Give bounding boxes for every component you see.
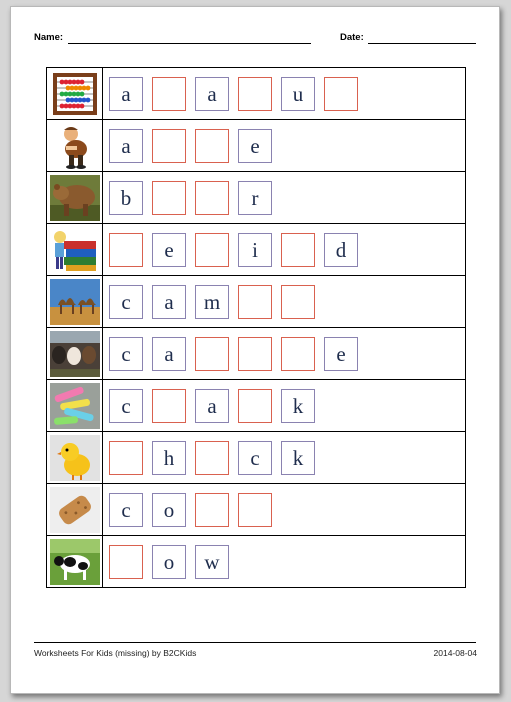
letter-box: a (195, 77, 229, 111)
chalk-picture (50, 383, 100, 429)
letters-cell (103, 120, 466, 172)
word-row (47, 536, 466, 588)
picture-cell (47, 68, 103, 120)
letter-box: d (324, 233, 358, 267)
blank-letter-box[interactable] (238, 389, 272, 423)
letter-box: w (195, 545, 229, 579)
date-label: Date: (340, 32, 364, 43)
abacus-picture (50, 71, 100, 117)
cattle-picture (50, 331, 100, 377)
word-row (47, 380, 466, 432)
blank-letter-box[interactable] (152, 389, 186, 423)
blank-letter-box[interactable] (281, 337, 315, 371)
picture-cell (47, 172, 103, 224)
letter-box: e (152, 233, 186, 267)
blank-letter-box[interactable] (281, 233, 315, 267)
acrobat-picture (50, 123, 100, 169)
word-row (47, 224, 466, 276)
books-picture (50, 227, 100, 273)
blank-letter-box[interactable] (195, 129, 229, 163)
spelling-grid (46, 67, 466, 588)
footer-rule (34, 642, 476, 643)
blank-letter-box[interactable] (152, 77, 186, 111)
letters-cell (103, 224, 466, 276)
chick-picture (50, 435, 100, 481)
word-row (47, 68, 466, 120)
letter-box: h (152, 441, 186, 475)
blank-letter-box[interactable] (195, 181, 229, 215)
blank-letter-box[interactable] (195, 441, 229, 475)
name-label: Name: (34, 32, 64, 43)
picture-cell (47, 120, 103, 172)
letter-box: m (195, 285, 229, 319)
picture-cell (47, 276, 103, 328)
letters-cell (103, 328, 466, 380)
letters-cell (103, 380, 466, 432)
letter-box: a (195, 389, 229, 423)
word-row (47, 120, 466, 172)
letter-box: c (238, 441, 272, 475)
picture-cell (47, 224, 103, 276)
letters-cell (103, 484, 466, 536)
letter-box: o (152, 545, 186, 579)
blank-letter-box[interactable] (281, 285, 315, 319)
footer-credit: Worksheets For Kids (missing) by B2CKids (34, 648, 197, 658)
worksheet-page (10, 6, 500, 694)
picture-cell (47, 536, 103, 588)
letter-box: c (109, 493, 143, 527)
letter-box: e (238, 129, 272, 163)
letter-box: u (281, 77, 315, 111)
letter-box: k (281, 389, 315, 423)
cork-picture (50, 487, 100, 533)
date-line (368, 43, 476, 44)
letter-box: o (152, 493, 186, 527)
picture-cell (47, 380, 103, 432)
blank-letter-box[interactable] (109, 233, 143, 267)
blank-letter-box[interactable] (195, 233, 229, 267)
footer-date: 2014-08-04 (433, 648, 477, 658)
picture-cell (47, 328, 103, 380)
blank-letter-box[interactable] (324, 77, 358, 111)
blank-letter-box[interactable] (152, 129, 186, 163)
letters-cell (103, 276, 466, 328)
blank-letter-box[interactable] (109, 441, 143, 475)
letter-box: i (238, 233, 272, 267)
camels-picture (50, 279, 100, 325)
blank-letter-box[interactable] (152, 181, 186, 215)
letter-box: a (152, 285, 186, 319)
letters-cell (103, 68, 466, 120)
letter-box: c (109, 337, 143, 371)
word-row (47, 276, 466, 328)
bear-picture (50, 175, 100, 221)
letter-box: k (281, 441, 315, 475)
blank-letter-box[interactable] (238, 285, 272, 319)
picture-cell (47, 432, 103, 484)
blank-letter-box[interactable] (238, 337, 272, 371)
word-row (47, 484, 466, 536)
blank-letter-box[interactable] (195, 337, 229, 371)
cow-picture (50, 539, 100, 585)
letters-cell (103, 172, 466, 224)
blank-letter-box[interactable] (195, 493, 229, 527)
word-row (47, 432, 466, 484)
letter-box: c (109, 285, 143, 319)
letter-box: b (109, 181, 143, 215)
letter-box: r (238, 181, 272, 215)
blank-letter-box[interactable] (238, 493, 272, 527)
letters-cell (103, 536, 466, 588)
letters-cell (103, 432, 466, 484)
letter-box: a (109, 77, 143, 111)
blank-letter-box[interactable] (109, 545, 143, 579)
letter-box: c (109, 389, 143, 423)
word-row (47, 328, 466, 380)
letter-box: a (152, 337, 186, 371)
name-line (68, 43, 311, 44)
blank-letter-box[interactable] (238, 77, 272, 111)
letter-box: e (324, 337, 358, 371)
picture-cell (47, 484, 103, 536)
letter-box: a (109, 129, 143, 163)
word-row (47, 172, 466, 224)
